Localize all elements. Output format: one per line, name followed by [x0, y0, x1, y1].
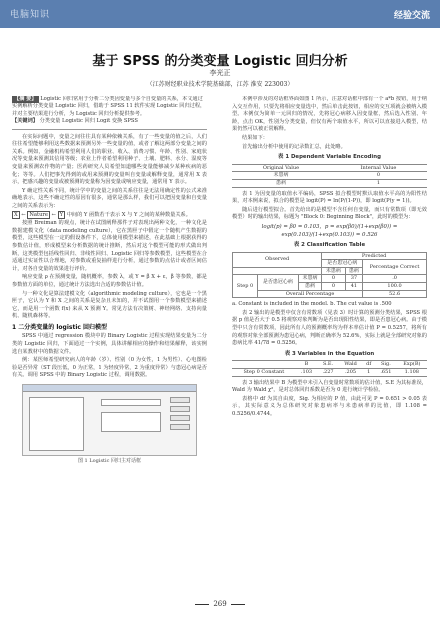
body-paragraph: 本例中涉及的对话框界面如图 1 所示，注意对话框中部有一个 a*b 按钮，用于纳入交互作用，只要先将相应变量选中，然后单击此按钮，相应的交互项就会被纳入模型。本例仅为简单一元回归的情况，先将冠心病移入因变量框，然后选入性别、年龄，点击 OK，性别为分类变量，但仅有两个取值水平，所以可以直接进入模型，结果仍然可以被正常解释。 — [232, 96, 427, 133]
table-2-caption: 表 2 Classification Table — [293, 242, 366, 249]
table-row: Overall Percentage 52.6 — [233, 290, 427, 298]
body-paragraph: 表 1 为因变量的取值水平编码，SPSS 拟合模型时默认取值水平高的为阳性结果，对本例来说，拟合的模型是 logit(P) = ln(P/(1-P))，即 logit(P(y = 1))。 — [232, 190, 427, 205]
table-header-cell: 患病 — [345, 267, 363, 275]
dialog-titlebar — [23, 385, 196, 392]
paper-title: 基于 SPSS 的分类变量 Logistic 回归分析 — [92, 54, 348, 69]
body-paragraph: 首先输出分析中使用的记录数汇总，此处略。 — [242, 143, 346, 150]
abstract-label: 【摘 要】 — [14, 96, 37, 102]
body-paragraph: 中间的 Y 函数若干表示 X 与 Y 之间的某种数量关系。 — [66, 211, 191, 218]
table-row: 患病 0 41 100.0 — [233, 283, 427, 291]
dependent-box — [101, 399, 161, 406]
table-1-caption: 表 1 Dependent Variable Encoding — [278, 154, 381, 161]
table-header-cell: 是否患冠心病 — [322, 260, 363, 268]
right-column — [232, 96, 427, 594]
covariates-box — [101, 412, 161, 432]
body-paragraph: 按照 Breiman 的观点，统计在试图阐释那件子对表现出两种文化，一种文化是数据建模文化（data modeling culture），它在黑匣子中假定一个随机产生数据的模型，这些模型在一定的假设条件下，总体使用模型来描述，在此基础上根据获得的参数估计值，形成模型来分析数据的统计推断，然后对这个模型可能的形式做出判断，这类模型包括线性回归、非线性回归、Logistic 回归等参数模型，这些模型在合适通过实证性以合理地，对参数或重复抽样进行分析，通过参数的点估计或者区间估计，对各自变量的效果进行评价。 — [12, 220, 207, 272]
spss-dialog-figure — [22, 384, 197, 456]
body-paragraph: 响应变量 ρ 在预测变量，随机概率，参数 λ，或 Y = β X + ε，β 等参数，都是参数值方面的单位，通过统计方法选出合适的参数估计值。 — [12, 274, 207, 288]
abstract-block — [12, 96, 207, 130]
table-row: 患病 1 — [232, 179, 427, 187]
paper-affiliation: （江苏财经职业技术学院基础部，江苏 淮安 223003） — [146, 81, 294, 88]
table-header-cell: 未患病 — [322, 267, 345, 275]
variable-list — [29, 397, 84, 451]
flow-y: Y — [59, 211, 64, 218]
table-header-cell: Wald — [339, 361, 362, 369]
table-header-cell: S.E. — [317, 361, 339, 369]
section-name: 经验交流 — [393, 11, 430, 21]
table-row: 未患病 0 — [232, 172, 427, 180]
table-header-cell: Predicted — [322, 252, 427, 260]
left-column — [12, 96, 207, 594]
journal-name: 电脑知识 — [10, 10, 51, 20]
table-header-cell: Observed — [233, 252, 322, 267]
body-paragraph: 与一种文化是算法建模文化（algorithmic modeling culture），它也是一个黑匣子，它认为 Y 和 X 之间的关系是复杂且未知的，并不试图用一个参数模型来描述它，而是用一个函数 f(x) 来从 X 预测 Y。常见方法有决策树、神经网络、支持向量机、随机森林等。 — [12, 290, 207, 320]
dialog-buttons — [170, 397, 190, 433]
body-paragraph: 随后进行模型拟合。首先给出的是模型不含任何自变量，而只有常数项（即无效模型）时的输出结果，标题为 "Block 0: Beginning Block"，此时的模型为： — [232, 206, 427, 221]
relation-flow: X ← Nature ← Y 中间的 Y 函数若干表示 X 与 Y 之间的某种数量关系。 — [14, 211, 191, 218]
model-formula: logit(p) = β0 = 0.103，p = exp(β0)/(1+exp(β0)) = exp(0.103)/(1+exp(0.103)) = 0.526 — [261, 223, 398, 238]
body-paragraph: 表格中 df 为其自由度，Sig. 为相应的 P 值，由此可见 P = 0.651 > 0.05 表示，其实际意义为总体研究对象患病率与未患病率的比值，即 1.108 = 0.5256/0.4744。 — [232, 395, 427, 417]
table-1 — [232, 164, 427, 188]
table-header-cell: Original Value — [232, 164, 330, 172]
table-2 — [232, 252, 427, 299]
flow-nature: Nature — [29, 211, 48, 218]
body-paragraph: Y 确定性关系不同，统计学中的变量之间的关系往往是无法用确定性的公式来准确地表示，这些不确定性的原因有很多，通常是那么样，我们可以把因变量和自变量之间的关系表示为： — [12, 187, 207, 209]
table-header-cell: Sig. — [375, 361, 397, 369]
table-row: Step 0 Constant .103 .227 .205 1 .651 1.108 — [232, 369, 427, 377]
body-paragraph: SPSS 中通过 regression 模块中的 Binary Logistic 过程实现结果变量为二分类的 Logistic 回归，下面通过一个实例，具体讲解相应的操作和结果解释，该实例选自某教材中的数据文件。 — [12, 333, 207, 355]
table-3-caption: 表 3 Variables in the Equation — [284, 350, 375, 357]
body-paragraph: 表 2 输出的是模型中仅含有常数项（见表 3）时计算的预测分类结果，SPSS 根据 p 值是否大于 0.5 将观察对象判断为是否出现阳性结果，即是否患冠心病。由于模型中只含有常数项，因此所有人的预测概率均为样本率估计值 P = 0.5257，将所有的观察对象全部预测为患冠心病，判断正确率为 52.6%，实际上就是全部研究对象的患病比率 41/78 = 0.5256。 — [232, 309, 427, 347]
table-header-cell: Percentage Correct — [363, 260, 427, 275]
paper-author: 李光正 — [209, 69, 231, 77]
table-header-cell: Internal Value — [330, 164, 427, 172]
keywords-text: 分类变量 Logistic 回归 Logit 变换 SPSS — [39, 118, 138, 125]
body-paragraph: 在实际问题中，变量之间往往具有某种依赖关系，有了一些变量的值之后，人们往往希望能够利用这些数据来预测另外一些变量的值，或者了解这两部分变量之间的关系。例如，金融机构希望利用人们的职业、收入、消费习惯、年龄、性别、家庭状况等变量来预测其信用等级；农业上作者希望利用种子、土壤、肥料、水分、湿度等变量来预测农作物的产量；医药研究人员希望知道哪些变量能够减少某种疾病的恶化；等等。人们把事先得到的或用来预测的变量叫自变量或解释变量，通常用 X 表示，把感兴趣的变量或被预测的变量称为因变量或响应变量，通常用 Y 表示。 — [12, 133, 207, 186]
journal-header-bar — [0, 0, 440, 28]
body-paragraph: 例：某医师希望研究病人的年龄（岁）、性别（0 为女性，1 为男性）、心电图检验是否异常（ST 段压低，0 为正常，1 为轻度异常，2 为重度异常）与患冠心病是否有关。调用 SPSS 中的 Binary Logistic 过程，调用数据。 — [12, 357, 207, 379]
page-number: 269 — [0, 600, 440, 608]
body-paragraph: 表 3 输出结果中 B 为模型中未引入自变量时常数项的估计值，S.E 为其标准误，Wald 为 Wald χ²，是对总体回归系数是否为 0 进行统计学检验。 — [232, 379, 427, 394]
table-row: Step 0 是否患冠心病 未患病 0 37 .0 — [233, 275, 427, 283]
section-heading: 1 二分类变量的 logistic 回归模型 — [12, 323, 108, 331]
table-3 — [232, 360, 427, 376]
flow-x: X — [14, 211, 18, 218]
table-header-cell: df — [362, 361, 375, 369]
table-note: a. Constant is included in the model. b. The cut value is .500 — [232, 301, 392, 308]
abstract-text: Logistic 回归常用于分析二分类因变量与多个自变量的关系，本文通过实例解析分类变量 Logistic 回归，借助于 SPSS 11 软件实现 Logistic 回归过程，并对主要结果进行分析，为 Logistic 回归分析提供参考。 — [12, 96, 206, 117]
figure-caption: 图 1 Logistic 回归主对话框 — [77, 458, 142, 465]
body-paragraph: 结果如下： — [242, 134, 268, 141]
table-header-cell: B — [296, 361, 318, 369]
keywords-label: 【关键词】 — [12, 118, 38, 125]
table-header-cell: Exp(B) — [397, 361, 427, 369]
